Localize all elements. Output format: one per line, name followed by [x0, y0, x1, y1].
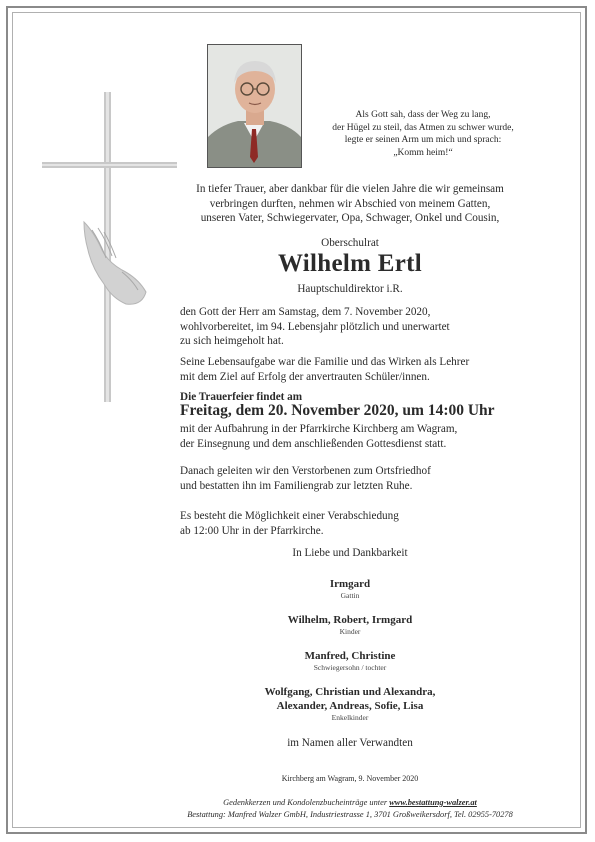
- funeral-line: mit der Aufbahrung in der Pfarrkirche Kirchberg am Wagram,: [180, 423, 458, 435]
- burial-text: [180, 464, 580, 493]
- farewell-line: Es besteht die Möglichkeit einer Verabschiedung: [180, 510, 399, 522]
- intro-text: [150, 182, 550, 226]
- death-line: wohlvorbereitet, im 94. Lebensjahr plötzlich und unerwartet: [180, 320, 450, 333]
- title-before-name: Oberschulrat: [321, 237, 379, 249]
- intro-line: In tiefer Trauer, aber dankbar für die vielen Jahre die wir gemeinsam: [196, 183, 504, 195]
- funeral-date: Freitag, dem 20. November 2020, um 14:00 Uhr: [180, 402, 495, 419]
- life-line: mit dem Ziel auf Erfolg der anvertrauten Schüler/innen.: [180, 370, 430, 383]
- mourner-names: Irmgard: [329, 578, 371, 590]
- quote-line: legte er seinen Arm um mich und sprach:: [344, 135, 502, 146]
- death-line: den Gott der Herr am Samstag, dem 7. November 2020,: [180, 306, 431, 318]
- mourner-names: Manfred, Christine: [304, 650, 396, 662]
- funeral-details: [180, 422, 580, 451]
- funeral-line: der Einsegnung und dem anschließenden Gottesdienst statt.: [180, 437, 447, 450]
- mourner-group: [150, 649, 550, 673]
- place-date: Kirchberg am Wagram, 9. November 2020: [281, 774, 419, 783]
- condolence-text: Gedenkkerzen und Kondolenzbucheinträge unter: [223, 798, 388, 807]
- life-line: Seine Lebensaufgabe war die Familie und das Wirken als Lehrer: [180, 356, 470, 368]
- deceased-name: Wilhelm Ertl: [277, 250, 423, 277]
- burial-line: Danach geleiten wir den Verstorbenen zum Ortsfriedhof: [180, 465, 431, 477]
- closing-text: In Liebe und Dankbarkeit: [292, 547, 408, 559]
- life-text: [180, 355, 580, 384]
- condolence-line: [150, 798, 550, 807]
- mourner-group: [150, 577, 550, 601]
- farewell-line: ab 12:00 Uhr in der Pfarrkirche.: [180, 524, 324, 537]
- relatives-text: im Namen aller Verwandten: [287, 737, 413, 749]
- death-text: [180, 305, 580, 349]
- intro-line: verbringen durften, nehmen wir Abschied von meinem Gatten,: [209, 197, 491, 210]
- undertaker-info: Bestattung: Manfred Walzer GmbH, Industriestrasse 1, 3701 Großweikersdorf, Tel. 02955-70278: [187, 810, 513, 819]
- mourner-role: Enkelkinder: [331, 713, 369, 722]
- mourner-role: Gattin: [340, 591, 360, 600]
- mourner-names: Alexander, Andreas, Sofie, Lisa: [276, 700, 424, 712]
- intro-line: unseren Vater, Schwiegervater, Opa, Schwager, Onkel und Cousin,: [200, 212, 500, 225]
- portrait-photo: [207, 44, 302, 168]
- quote-block: [318, 109, 528, 159]
- quote-line: der Hügel zu steil, das Atmen zu schwer wurde,: [332, 122, 514, 133]
- quote-line: „Komm heim!“: [393, 147, 453, 158]
- quote-line: Als Gott sah, dass der Weg zu lang,: [355, 110, 491, 120]
- mourner-names: Wilhelm, Robert, Irmgard: [287, 614, 413, 626]
- mourner-group: [150, 685, 550, 723]
- mourner-group: [150, 613, 550, 637]
- website-link[interactable]: www.bestattung-walzer.at: [389, 798, 477, 807]
- burial-line: und bestatten ihn im Familiengrab zur letzten Ruhe.: [180, 479, 413, 492]
- mourner-role: Schwiegersohn / tochter: [313, 663, 387, 672]
- farewell-text: [180, 509, 580, 538]
- title-after-name: Hauptschuldirektor i.R.: [297, 283, 403, 295]
- death-line: zu sich heimgeholt hat.: [180, 335, 284, 348]
- mourner-names: Wolfgang, Christian und Alexandra,: [264, 686, 436, 698]
- mourner-role: Kinder: [339, 627, 361, 636]
- funeral-heading: Die Trauerfeier findet am: [180, 391, 303, 403]
